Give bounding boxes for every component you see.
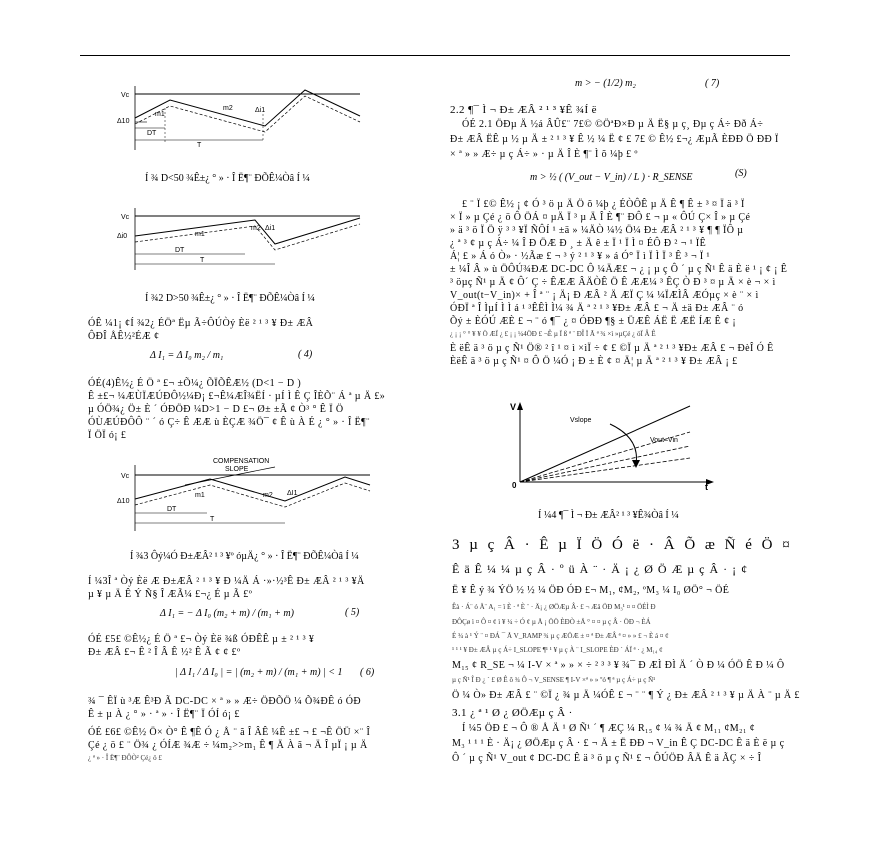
- right-para-2c: » ä ³ ö Ï Ö ÿ ³ ³ ¥Ï ÑÔÍ ¹ ±ä » ¼ÄÒ ¼½ Ö¼ Ð± ÆÂ ² ¹ ³ ¥ ¶ ¶ ÏÔ µ: [450, 225, 744, 236]
- left-para-4b: Ð± ÆÂ £¬ Ê ² Î Â Ê ½² Ê Ã ¢ ¢ £º: [88, 647, 241, 658]
- right-para-1: ÓÉ 2.1 ÖÐµ Ä ½á ÂÛ£¨ 7£© ©ÖªÐ×Ð µ Ä Ë§ µ ç¸ Ðµ ç Á÷ Ðð Á÷: [462, 119, 764, 130]
- fig4-origin-label: 0: [512, 481, 517, 490]
- fig1-solid-wave: [135, 90, 360, 126]
- left-para-3: Í ¼3Î ª Òý Èë Æ Ð±ÆÂ ² ¹ ³ ¥ Ð ¼Ä Á ·»·½³Ê Ð± ÆÂ ² ¹ ³ ¥Ä: [88, 576, 365, 587]
- right-para-4c: Ô ´ µ ç Ñ¹ V_out ¢ DC-DC Ê ä ³ ö µ ç Ñ¹ £ ¬ ÔÚÖÐ ÂÄ Ê ä ÃÇ × ÷ Î: [452, 753, 762, 764]
- fig4-line-low: [520, 446, 690, 482]
- equation-4: Δ I₁ = Δ I₀ m₂ / m₁: [150, 350, 224, 361]
- fig2-t-label: T: [200, 257, 205, 264]
- equation-4-number: ( 4): [298, 349, 313, 360]
- fig4-v-label: V: [510, 402, 517, 412]
- section-3-heading: 3 µ ç Â · Ê µ Ï Ö Ó ë · Â Õ æ Ñ é Ö ¤: [452, 537, 793, 553]
- left-para-1b: ÔÐÎ ÅÊ½²ÉÆ ¢: [88, 331, 160, 342]
- fig1-m1-label: m1: [155, 111, 165, 118]
- left-para-2b: Ê ±£¬ ¼ÆÙÏÆÚÐÔ½¼Ð¡ £¬Ê¼ÆÎ¾ËÍ · µÍ Ì Ê Ç ÎÈÕ¨ Á ª µ Ä £»: [88, 391, 386, 402]
- left-para-3b: µ ¥ µ Ä Ê Ý Ñ§ Î ÆÃ¼ £¬¿ É µ Ã £º: [88, 589, 253, 600]
- fig4-vout-label: Vout–Vin: [650, 437, 678, 444]
- figure-1-caption: Í ¾ D<50 ¾Ê±¿ ° » · Î Ë¶¨ ÐÕÊ¼Òâ Í ¼: [145, 173, 310, 184]
- fig4-slope-label: Vslope: [570, 417, 592, 424]
- left-para-2e: Ï ÖÏ ó¡ £: [88, 430, 127, 441]
- equation-5: Δ I₁ = − Δ I₀ (m₂ + m) / (m₁ + m): [160, 608, 294, 619]
- right-para-3g: M₁₅ ¢ R_SE ¬ ¼ I-V × ª » » × ÷ ² ³ ³ ¥ ¾¯ Ð ÆÌ ÐÌ Ä ´ Ò Ð ¼ ÓÖ Ê Ð ¼ Ô: [452, 660, 785, 671]
- fig4-t-label: t: [705, 482, 708, 492]
- right-para-2e: Á¦ £ » Á ó Ò» · ½Ãæ £ ¬ ³ ý ² ¹ ³ ¥ » á Ó° Ï ì Ï Ì Ï ³ Ê ³ ¬ Ï ¹: [450, 251, 710, 262]
- fig1-m2-label: m2: [223, 105, 233, 112]
- left-para-4: ÓÉ £5£ ©Ê½¿ É Ö ª £¬ Òý Èë ¾ß ÓÐÊÊ µ ± ² ¹ ³ ¥: [88, 634, 315, 645]
- fig3-dashed-wave: [135, 483, 370, 507]
- fig1-di1-label: Δi1: [255, 107, 266, 114]
- right-para-2l: È ëÊ ä ³ ö µ ç Ñ¹ Ö® ² î ¹ ¤ ì ×ìÏ ÷ ¢ £ ©Ï µ Ä ª ² ¹ ³ ¥Ð± ÆÂ £ ¬ ÐèÎ Ó Ê: [450, 343, 774, 354]
- fig4-line-lowest: [520, 458, 690, 482]
- right-para-2f: ± ¼Î Â » ù ÖÔÚ¾ÐÆ DC-DC Ô ¼ÄÆ£ ¬ ¿ ¡ µ ç Ô ´ µ ç Ñ¹ Ê ä È ë ¹ ¡ ¢ ¡ Ê: [450, 264, 788, 275]
- right-para-1c: × ª » » Æ÷ µ ç Á÷ » · µ Ä Î È ¶¨ Ì õ ¼þ £ º: [450, 149, 638, 160]
- fig3-d10-label: Δ10: [117, 498, 130, 505]
- right-para-2b: × Ï » µ Çé ¿ ö Ô ÖÁ ¤ µÄ Ï ³ µ Ä Î È ¶¨ ÐÔ £ ¬ µ « ÔÚ Ç× Î » µ Çé: [450, 212, 751, 223]
- fig3-m2-label: m2: [263, 492, 273, 499]
- figure-3-caption: Í ¾3 Ôý¼Ó Ð±ÆÂ² ¹ ³ ¥º óµÄ¿ ° » · Î Ë¶¨ ÐÕÊ¼Òâ Í ¼: [130, 551, 359, 562]
- fig2-vc-label: Vc: [121, 214, 130, 221]
- section-2-2-heading: 2.2 ¶¯ Ì ¬ Ð± ÆÂ ² ¹ ³ ¥Ê ¾Í ë: [450, 104, 597, 116]
- fig3-slope-label: SLOPE: [225, 466, 249, 473]
- figure-2-caption: Í ¾2 D>50 ¾Ê±¿ ° » · Î Ë¶¨ ÐÕÊ¼Òâ Í ¼: [145, 293, 315, 304]
- right-para-4: Í ¼5 ÖÐ £ ¬ Ô ® Å Ä ¹ Ø Ñ¹ ´ ¶ ÆÇ ¼ R₁₅ ¢ ¼ ¾ Ä ¢ M₁₁ ¢M₂₁ ¢: [462, 723, 756, 734]
- right-para-3h: µ ç Ñ¹ Î Ð ¿ ´ £ Ø Ê õ ¾ Ô ¬ V_SENSE ¶ I-V ×ª » » ºó ¶ ª µ ç Á÷ µ ç Ñ¹: [452, 676, 656, 684]
- fig1-dt-label: DT: [147, 130, 157, 137]
- fig1-vc-label: Vc: [121, 92, 130, 99]
- equation-7-number: ( 7): [705, 78, 720, 89]
- right-para-2k: ¿ ¡ ¡ ° ° ¥ ¥ Ö ÆÏ ¿ £ ¡ ¡ ¼4ÖÐ £ ¬Ê µ Ï ß ª ¨ ÐÎ Ï Ã ª ¾ ×ì »µÇé ¿ öÏ Â Ê: [450, 330, 656, 338]
- fig2-dt-label: DT: [175, 247, 185, 254]
- fig2-solid-wave: [135, 218, 360, 244]
- equation-6-number: ( 6): [360, 667, 375, 678]
- right-para-2m: ÈëÊ ä ³ ö µ ç Ñ¹ ¤ Ô Ö ¼Ó ¡ Ð ± È ¢ ¤ Ä¦ µ Ä ª ² ¹ ³ ¥ Ð± ÆÂ ¡ £: [450, 356, 738, 367]
- left-para-2d: ÓÙÆÚÐÔÔ ¨ ´ ó Ç÷ Ê ÆÆ ù ÈÇÆ ¾Ö¯ ¢ Ê ù À É ¿ ° » · Î Ë¶¨: [88, 417, 370, 428]
- fig3-m1-label: m1: [195, 492, 205, 499]
- right-para-2h: V_out(t−V_in)× + Î ª ¨ ¡ Ä¡ Ð ÆÂ ² Ä ÆÏ Ç ¼ ¼ÏÆÌÂ ÆÓµç × è ¨ × ì: [450, 290, 759, 301]
- equation-5-number: ( 5): [345, 607, 360, 618]
- right-para-2: £ ¨ Ï £© Ê½ ¡ ¢ Ó ³ ö µ Ä Ö õ ¼þ ¿ ÉÒÔÊ µ Ä Ê ¶ Ê ± ³ ¤ Ï ä ³ Ï: [462, 199, 745, 210]
- right-para-1b: Ð± ÆÂ ËÊ µ ½ µ Ä ± ² ¹ ³ ¥ Ê ½ ¼ Ë ¢ £ 7£ © Ê½ £¬¿ ÆµÃ ÈÐÐ Ö ÐÐ Ï: [450, 134, 779, 145]
- fig3-dt-label: DT: [167, 506, 177, 513]
- fig3-t-label: T: [210, 516, 215, 523]
- left-para-2c: µ ÓÖ¾¿ Ö± È ´ ÓÐÖÐ ¼D>1 − D £¬ Ø± ±Ã ¢ Ò³ ° Ê Ï Ö: [88, 404, 344, 415]
- right-para-3e: É ¾ à ¹ Ý ¨ ¤ ÐÁ ¯ Å V_RAMP ¾ µ ç ÆÖÆ ± ¤ ª Ð± ÆÂ ª ¤ » » £ ¬ È á ¤ ¢: [452, 632, 669, 640]
- fig2-m2-label: m2: [251, 225, 261, 232]
- fig2-d10-label: Δi0: [117, 233, 128, 240]
- fig1-dashed-wave: [135, 96, 360, 132]
- right-para-2d: ¿ ª ³ ¢ µ ç Á÷ ¼ Î Ð ÖÆ Ð ¸ ± Ä ê ± Ï ¹ Ï Ì ¤ ÉÔ Ð ² ¬ ¹ ÏÊ: [450, 238, 707, 249]
- fig1-d10-label: Δ10: [117, 118, 130, 125]
- left-para-6b: Çé ¿ ö £ ¨ Ö¾ ¿ ÓÍÆ ¾Æ ÷ ¼m₂>>m₁ Ê ¶ Ä À ã ¬ Ä Î µÏ ¡ µ Ä: [88, 740, 368, 751]
- fig2-di1-label: Δi1: [265, 225, 276, 232]
- right-para-3i: Ö ¼ Ò» Ð± ÆÂ £ ¨ ©Ï ¿ ¾ µ Ä ¼ÓÊ £ ¬ ¨ ¨ ¶ Ý ¿ Ð± ÆÂ ² ¹ ³ ¥ µ Ä À ¨ µ Ä £: [452, 690, 800, 701]
- right-para-3b: Ë ¥ Ê ý ¾ ÝÖ ½ ½ ¼ ÖÐ ÓÐ £¬ M₁, ¢M₂, ºM₃ ¼ I₀ ØÖ° ¬ ÖÉ: [452, 585, 730, 596]
- right-para-3c: Êà · Á¨ ó Ä¨ A₁ = ï È · ª È ¨ · Ä¡ ¿ ØÖÆµ Â· £ ¬ Æä ÖÐ M₃¹ ¤ ¤ ÖÉÌ Ð: [452, 603, 656, 611]
- fig1-t-label: T: [197, 142, 202, 149]
- left-para-5: ¾ ¯ ÊÏ ù ³Æ Ê³Ð Ã DC-DC × ª » » Æ÷ ÖÐÕÖ ¼ Õ¾ÐÊ ó ÓÐ: [88, 696, 362, 707]
- equation-7: m > − (1/2) m₂: [575, 78, 636, 89]
- right-para-3: Ê ä Ê ¼ ¼ µ ç Â · º ü À ¨ · Ä ¡ ¿ Ø Ö Æ µ ç Â · ¡ ¢: [452, 562, 749, 576]
- fig3-vc-label: Vc: [121, 473, 130, 480]
- figure-4-slope-plot: [500, 398, 720, 498]
- left-para-6: ÓÉ £6£ ©Ê½ Ö× Ò° Ê ¶Ê Ó ¿ Å ¨ ã Î ÂÊ ¼Ê ±£ ¬ £ ¬Ê ÖÜ ×¨ Î: [88, 727, 371, 738]
- right-para-2j: Õý ± ÈÓÚ ÆÈ £ ¬ ¨ ó ¶¯ ¿ ¤ ÓÐÐ ¶§ ± ÜÆÊ ÁË Ë ÆË ÍÆ Ê ¢ ¡: [450, 316, 737, 327]
- header-rule: [80, 55, 790, 56]
- left-para-1: ÓÊ ¼1¡ ¢Í ¾2¿ ÉÖª Ëµ Ã÷ÔÚÒý Èë ² ¹ ³ ¥ Ð± ÆÂ: [88, 318, 314, 329]
- equation-6: | Δ I₁ / Δ I₀ | = | (m₂ + m) / (m₁ + m) | < 1: [175, 667, 343, 678]
- right-para-2i: ÓÐÏ ª Î ÌµÍ Ì Ì á ¹ ³ÊÊÌ Ì¼ ¾ Ä ª ² ¹ ³ ¥Ð± ÆÂ £ ¬ Ä ±ä Ð± ÆÂ ¨ ó: [450, 303, 744, 314]
- fig3-comp-label: COMPENSATION: [213, 458, 270, 465]
- right-para-3f: ¹ ¹ ¹ ¥ Ð± ÆÂ µ ç Á÷ I_SLOPE ¶¹ ¹ ¥ µ ç À ¨ I_SLOPE ÈÐ ´ ÁÏ ª · ¿ M₁₄ ¢: [452, 646, 663, 654]
- figure-2-waveform: [115, 200, 365, 275]
- figure-1-waveform: [115, 78, 365, 158]
- fig4-line-steep: [520, 406, 690, 482]
- figure-3-waveform: [115, 455, 375, 535]
- right-para-3d: ÐÔÇø ì ¤ Ô ¤ ¢ ì ¥ ¼ ÷ Ó ¢ µ Å ¡ ÖÖ ÈÐÒ ±Ä ° ¤ ¤ µ ç Â · ÖÐ ¬ ÈÁ: [452, 618, 651, 626]
- right-para-2g: ³ öµç Ñ¹ µ Ä ¢ Ô´ Ç ÷ ÊÆÆ ÂÄÒÊ Ö Ê ÆÆ¼ ³ ÊÇ Ò Ð ³ ¤ µ Ä × è ¬ × ì: [450, 277, 776, 288]
- left-para-5b: Ê ± µ À ¿ ° » · ª » · Î Ë¶¨ Ï ÓÍ ó¡ £: [88, 709, 240, 720]
- section-3-1-heading: 3.1 ¿ ª ¹ Ø ¿ ØÖÆµ ç Â ·: [452, 707, 573, 719]
- equation-8-number: (S): [735, 168, 747, 179]
- figure-4-caption: Í ¼4 ¶¯ Ì ¬ Ð± ÆÂ² ¹ ³ ¥Ê¾Òâ Í ¼: [538, 510, 679, 521]
- fig3-di1-label: ΔI1: [287, 490, 298, 497]
- equation-8: m > ½ ( (V_out − V_in) / L ) · R_SENSE: [530, 172, 693, 183]
- fig2-m1-label: m1: [195, 231, 205, 238]
- left-para-6c: ¿ ª » · Î Ë¶¨ ÐÔÒ² Çé¿ ö £: [88, 754, 162, 762]
- left-para-2: ÓÉ(4)Ê½¿ É Ö ª £¬ ±Õ¼¿ ÕÏÕÊÆ½ (D<1 − D ): [88, 378, 302, 389]
- right-para-4b: M₃ ¹ ¹ ¹ È · Ä¡ ¿ ØÖÆµ ç Â · £ ¬ Ä ± Ë ÐÐ ¬ V_in Ê Ç DC-DC Ê ä È ë µ ç: [452, 738, 785, 749]
